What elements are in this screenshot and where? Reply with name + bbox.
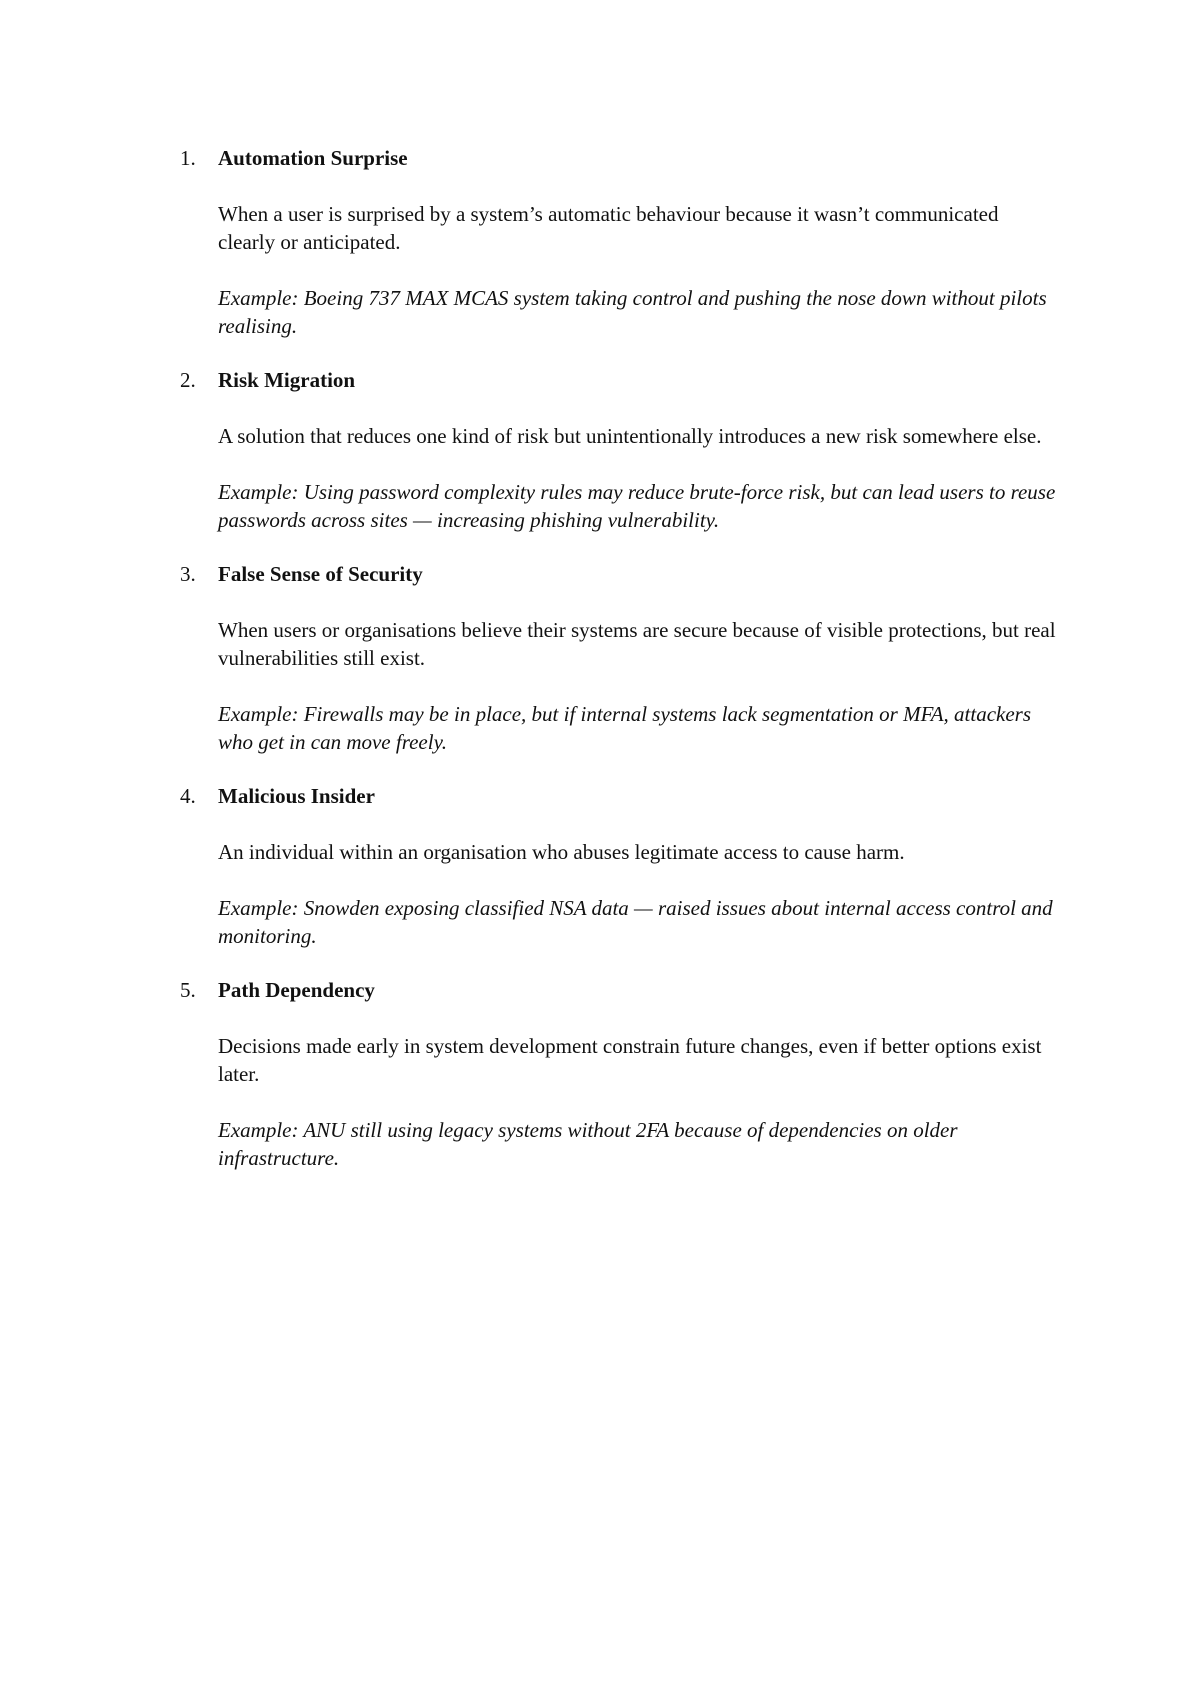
item-title: Path Dependency	[218, 978, 375, 1002]
numbered-list	[180, 144, 1060, 1198]
list-item	[180, 560, 1060, 756]
item-description: Decisions made early in system development constrain future changes, even if better options exist later.	[218, 1034, 1042, 1086]
item-description: A solution that reduces one kind of risk but unintentionally introduces a new risk somewhere else.	[218, 424, 1042, 448]
item-example: Example: Snowden exposing classified NSA data — raised issues about internal access control and monitoring.	[218, 896, 1053, 948]
item-number: 1.	[180, 146, 196, 170]
item-number: 4.	[180, 784, 196, 808]
item-title: Malicious Insider	[218, 784, 375, 808]
item-number: 2.	[180, 368, 196, 392]
item-example: Example: Firewalls may be in place, but if internal systems lack segmentation or MFA, attackers who get in can move freely.	[218, 702, 1032, 754]
item-title: Risk Migration	[218, 368, 356, 392]
item-number: 5.	[180, 978, 196, 1002]
item-example: Example: ANU still using legacy systems without 2FA because of dependencies on older infrastructure.	[218, 1118, 958, 1170]
list-item	[180, 144, 1060, 340]
item-title: Automation Surprise	[218, 146, 408, 170]
item-example: Example: Boeing 737 MAX MCAS system taking control and pushing the nose down without pilots realising.	[218, 286, 1047, 338]
item-number: 3.	[180, 562, 196, 586]
item-description: When users or organisations believe their systems are secure because of visible protections, but real vulnerabilities still exist.	[218, 618, 1056, 670]
item-title: False Sense of Security	[218, 562, 423, 586]
list-item	[180, 782, 1060, 950]
list-item	[180, 976, 1060, 1172]
list-item	[180, 366, 1060, 534]
item-description: When a user is surprised by a system’s automatic behaviour because it wasn’t communicated clearly or anticipated.	[218, 202, 999, 254]
item-description: An individual within an organisation who abuses legitimate access to cause harm.	[218, 840, 905, 864]
item-example: Example: Using password complexity rules may reduce brute-force risk, but can lead users to reuse passwords across sites — increasing phishing vulnerability.	[218, 480, 1056, 532]
